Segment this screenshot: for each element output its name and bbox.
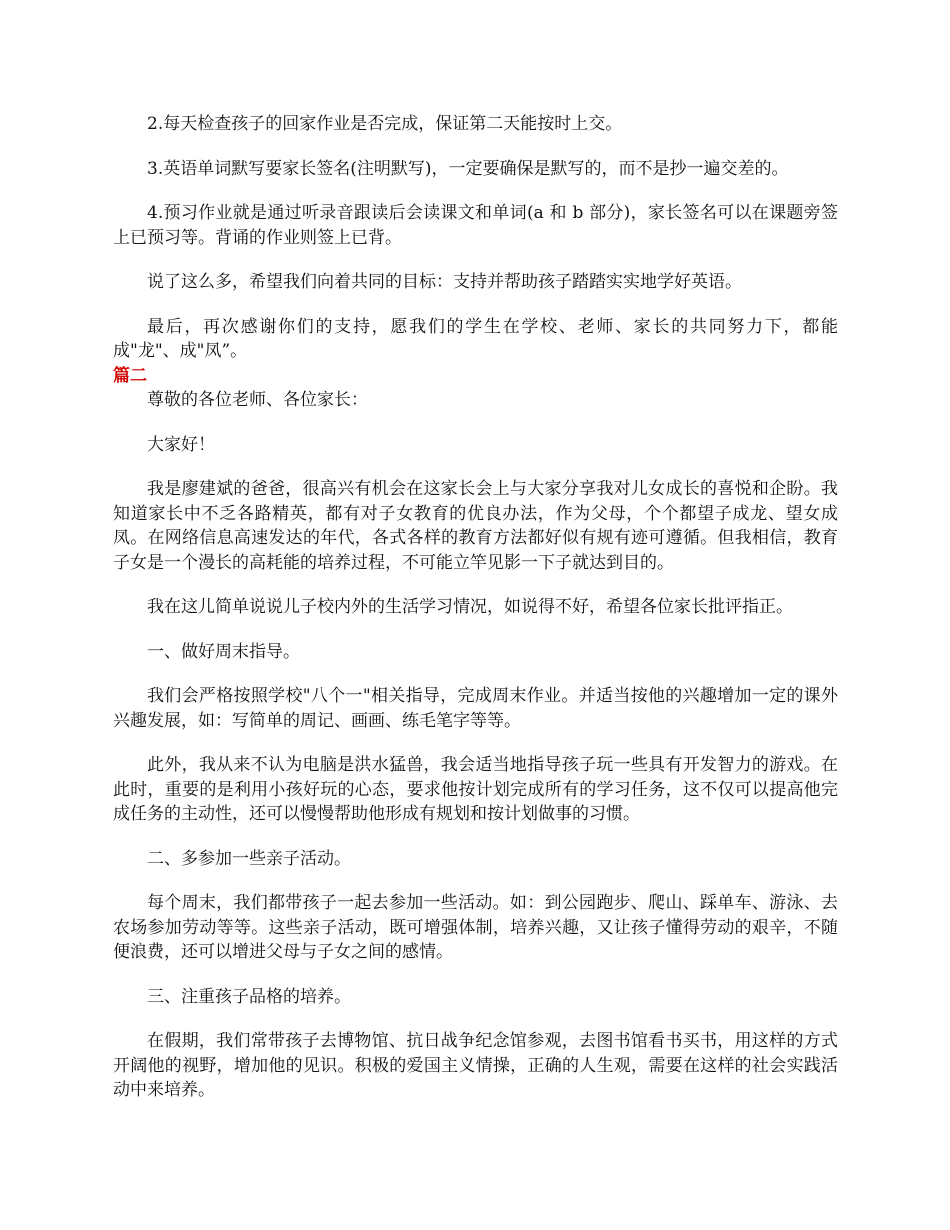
paragraph-overview: 我在这儿简单说说儿子校内外的生活学习情况，如说得不好，希望各位家长批评指正。 xyxy=(147,597,793,617)
paragraph-weekend-homework: 我们会严格按照学校"八个一"相关指导，完成周末作业。并适当按他的兴趣增加一定的课外兴趣发展，如：写简单的周记、画画、练毛笔字等等。 xyxy=(113,686,838,731)
subheading-weekend-guidance: 一、做好周末指导。 xyxy=(147,641,300,662)
paragraph-common-goal: 说了这么多，希望我们向着共同的目标：支持并帮助孩子踏踏实实地学好英语。 xyxy=(147,272,742,292)
paragraph-greeting: 大家好！ xyxy=(147,434,215,455)
document-page xyxy=(113,112,838,1123)
paragraph-homework-check: 2.每天检查孩子的回家作业是否完成，保证第二天能按时上交。 xyxy=(147,114,623,134)
subheading-character-building: 三、注重孩子品格的培养。 xyxy=(147,986,351,1007)
paragraph-closing-thanks: 最后，再次感谢你们的支持，愿我们的学生在学校、老师、家长的共同努力下，都能成"龙"、成"凤”。 xyxy=(113,316,838,361)
paragraph-introduction: 我是廖建斌的爸爸，很高兴有机会在这家长会上与大家分享我对儿女成长的喜悦和企盼。我知道家长中不乏各路精英，都有对子女教育的优良办法，作为父母，个个都望子成龙、望女成凤。在网络信息高速发达的年代，各式各样的教育方法都好似有规有迹可遵循。但我相信，教育子女是一个漫长的高耗能的培养过程，不可能立竿见影一下子就达到目的。 xyxy=(113,479,838,573)
paragraph-computer-games: 此外，我从来不认为电脑是洪水猛兽，我会适当地指导孩子玩一些具有开发智力的游戏。在此时，重要的是利用小孩好玩的心态，要求他按计划完成所有的学习任务，这不仅可以提高他完成任务的主动性，还可以慢慢帮助他形成有规划和按计划做事的习惯。 xyxy=(113,755,838,824)
paragraph-weekend-activities: 每个周末，我们都带孩子一起去参加一些活动。如：到公园跑步、爬山、踩单车、游泳、去农场参加劳动等等。这些亲子活动，既可增强体制，培养兴趣，又让孩子懂得劳动的艰辛，不随便浪费，还可以增进父母与子女之间的感情。 xyxy=(113,893,838,962)
section-heading-part-two: 篇二 xyxy=(113,365,147,386)
paragraph-museum-visits: 在假期，我们常带孩子去博物馆、抗日战争纪念馆参观，去图书馆看书买书，用这样的方式开阔他的视野，增加他的见识。积极的爱国主义情操，正确的人生观，需要在这样的社会实践活动中来培养。 xyxy=(113,1031,838,1100)
paragraph-dictation-signature: 3.英语单词默写要家长签名(注明默写)，一定要确保是默写的，而不是抄一遍交差的。 xyxy=(147,158,789,179)
paragraph-preview-homework: 4.预习作业就是通过听录音跟读后会读课文和单词(a 和 b 部分)，家长签名可以在课题旁签上已预习等。背诵的作业则签上已背。 xyxy=(113,203,838,248)
paragraph-salutation: 尊敬的各位老师、各位家长： xyxy=(147,390,368,410)
subheading-family-activities: 二、多参加一些亲子活动。 xyxy=(147,848,351,869)
